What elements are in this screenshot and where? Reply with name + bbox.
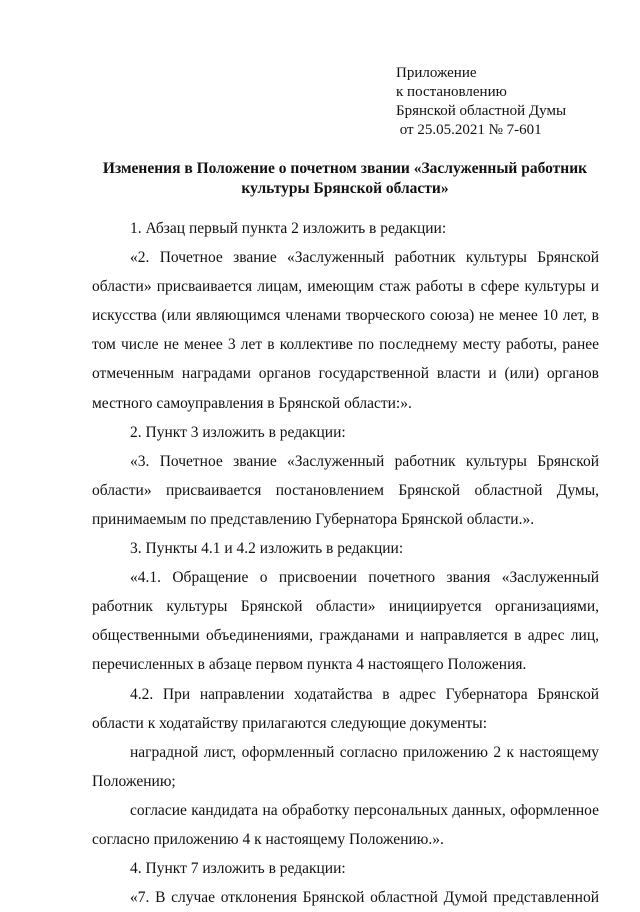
title-line-2: культуры Брянской области» (241, 180, 449, 197)
appendix-line: от 25.05.2021 № 7-601 (396, 122, 542, 138)
paragraph-item-3: 3. Пункты 4.1 и 4.2 изложить в редакции: (130, 540, 404, 558)
appendix-line: Брянской областной Думы (396, 103, 567, 119)
paragraph-item-2: 2. Пункт 3 изложить в редакции: (130, 423, 346, 441)
document-body (92, 214, 599, 912)
paragraph-item-1: 1. Абзац первый пункта 2 изложить в редакции: (130, 220, 447, 237)
document-title (80, 159, 610, 199)
paragraph-amendment-7: «7. В случае отклонения Брянской областной Думой представленной (130, 889, 599, 907)
paragraph-amendment-4-1: «4.1. Обращение о присвоении почетного звания «Заслуженный работник культуры Брянской области» инициируется организациями, общественными объединениями, гражданами и направляется в адрес лиц, перечисленных в абзаце первом пункта 4 настоящего Положения. (92, 569, 599, 674)
paragraph-consent: согласие кандидата на обработку персональных данных, оформленное согласно приложению 4 к настоящему Положению.». (92, 801, 599, 848)
paragraph-amendment-4-2: 4.2. При направлении ходатайства в адрес Губернатора Брянской области к ходатайству прилагаются следующие документы: (92, 685, 599, 732)
paragraph-amendment-3: «3. Почетное звание «Заслуженный работник культуры Брянской области» присваивается постановлением Брянской областной Думы, принимаемым по представлению Губернатора Брянской области.». (92, 452, 599, 528)
paragraph-item-4: 4. Пункт 7 изложить в редакции: (130, 860, 346, 878)
appendix-line: Приложение (396, 65, 477, 81)
paragraph-amendment-2: «2. Почетное звание «Заслуженный работник культуры Брянской области» присваивается лицам, имеющим стаж работы в сфере культуры и искусства (или являющимся членами творческого союза) не менее 10 лет, в том числе не менее 3 лет в коллективе по последнему месту работы, ранее отмеченным наградами органов государственной власти и (или) органов местного самоуправления в Брянской области:». (92, 249, 599, 412)
appendix-line: к постановлению (396, 84, 507, 100)
appendix-block (396, 64, 566, 140)
paragraph-award-sheet: наградной лист, оформленный согласно приложению 2 к настоящему Положению; (92, 743, 599, 790)
title-line-1: Изменения в Положение о почетном звании «Заслуженный работник (102, 160, 588, 177)
